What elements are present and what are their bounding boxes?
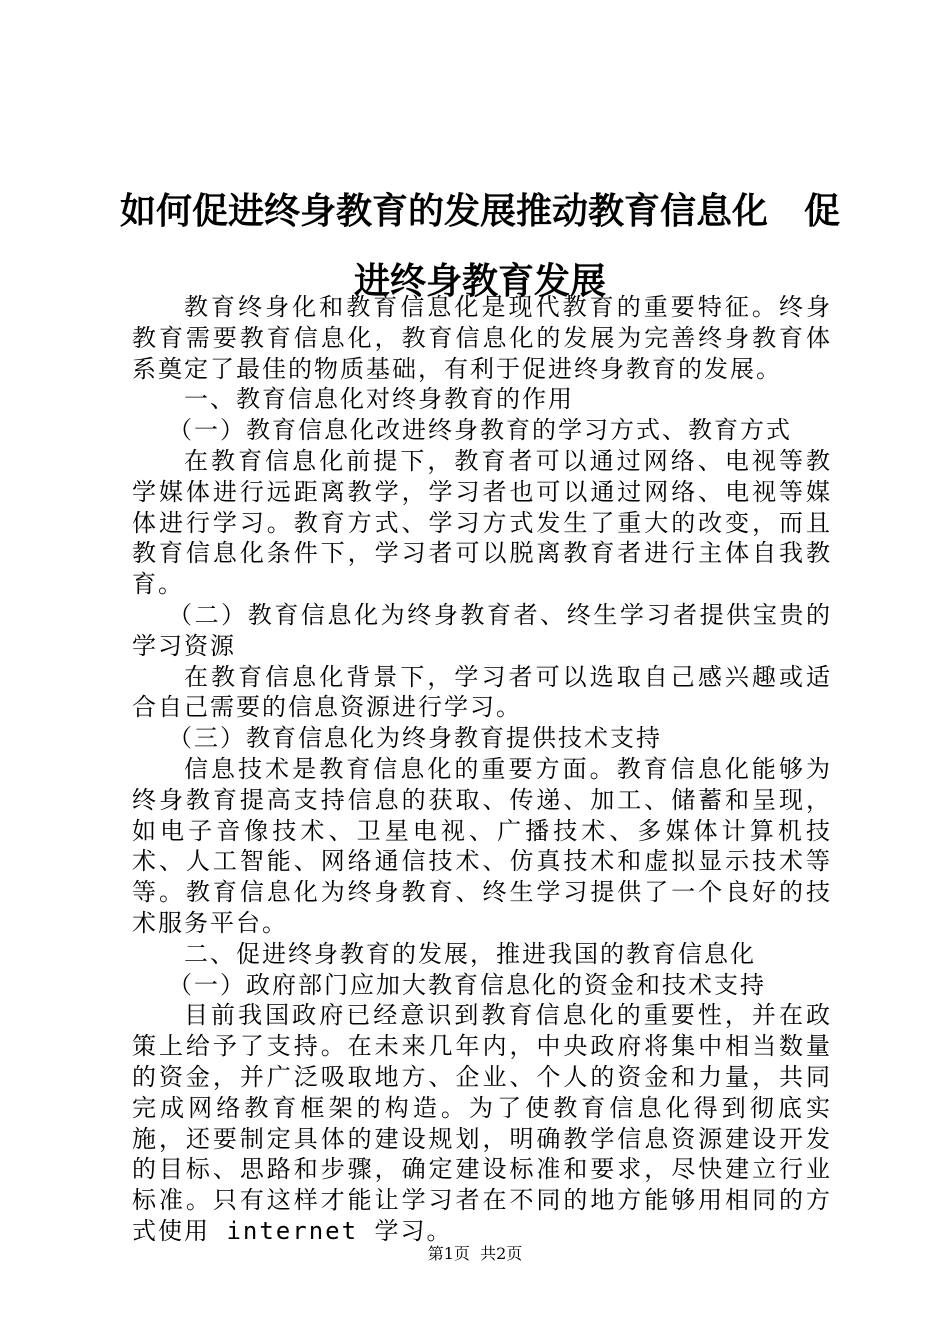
paragraph: 在教育信息化背景下，学习者可以选取自己感兴趣或适合自己需要的信息资源进行学习。 (132, 662, 832, 722)
subsection-heading: （一）政府部门应加大教育信息化的资金和技术支持 (168, 970, 766, 999)
paragraph: 在教育信息化前提下，教育者可以通过网络、电视等教学媒体进行远距离教学，学习者也可以通过网络、电视等媒体进行学习。教育方式、学习方式发生了重大的改变，而且教育信息化条件下，学习者可以脱离教育者进行主体自我教育。 (132, 446, 832, 599)
subsection-heading: （二）教育信息化为终身教育者、终生学习者提供宝贵的学习资源 (132, 600, 832, 660)
paragraph: 教育终身化和教育信息化是现代教育的重要特征。终身教育需要教育信息化，教育信息化的发展为完善终身教育体系奠定了最佳的物质基础，有利于促进终身教育的发展。 (132, 293, 832, 383)
section-heading: 一、教育信息化对终身教育的作用 (184, 385, 574, 414)
page-footer: 第1页 共2页 (427, 1244, 523, 1263)
paragraph: 目前我国政府已经意识到教育信息化的重要性，并在政策上给予了支持。在未来几年内，中央政府将集中相当数量的资金，并广泛吸取地方、企业、个人的资金和力量，共同完成网络教育框架的构造。为了使教育信息化得到彻底实施，还要制定具体的建设规划，明确教学信息资源建设开发的目标、思路和步骤，确定建设标准和要求，尽快建立行业标准。只有这样才能让学习者在不同的地方能够用相同的方式使用 internet 学习。 (132, 1001, 832, 1245)
section-heading: 二、促进终身教育的发展，推进我国的教育信息化 (184, 939, 756, 968)
document-title-line1: 如何促进终身教育的发展推动教育信息化 促 (120, 190, 841, 232)
document-body (132, 292, 832, 1247)
subsection-heading: （三）教育信息化为终身教育提供技术支持 (168, 724, 662, 753)
document-title-line2: 进终身教育发展 (353, 260, 606, 302)
paragraph: 信息技术是教育信息化的重要方面。教育信息化能够为终身教育提高支持信息的获取、传递、加工、储蓄和呈现，如电子音像技术、卫星电视、广播技术、多媒体计算机技术、人工智能、网络通信技术、仿真技术和虚拟显示技术等等。教育信息化为终身教育、终生学习提供了一个良好的技术服务平台。 (132, 754, 832, 937)
subsection-heading: （一）教育信息化改进终身教育的学习方式、教育方式 (168, 416, 792, 445)
